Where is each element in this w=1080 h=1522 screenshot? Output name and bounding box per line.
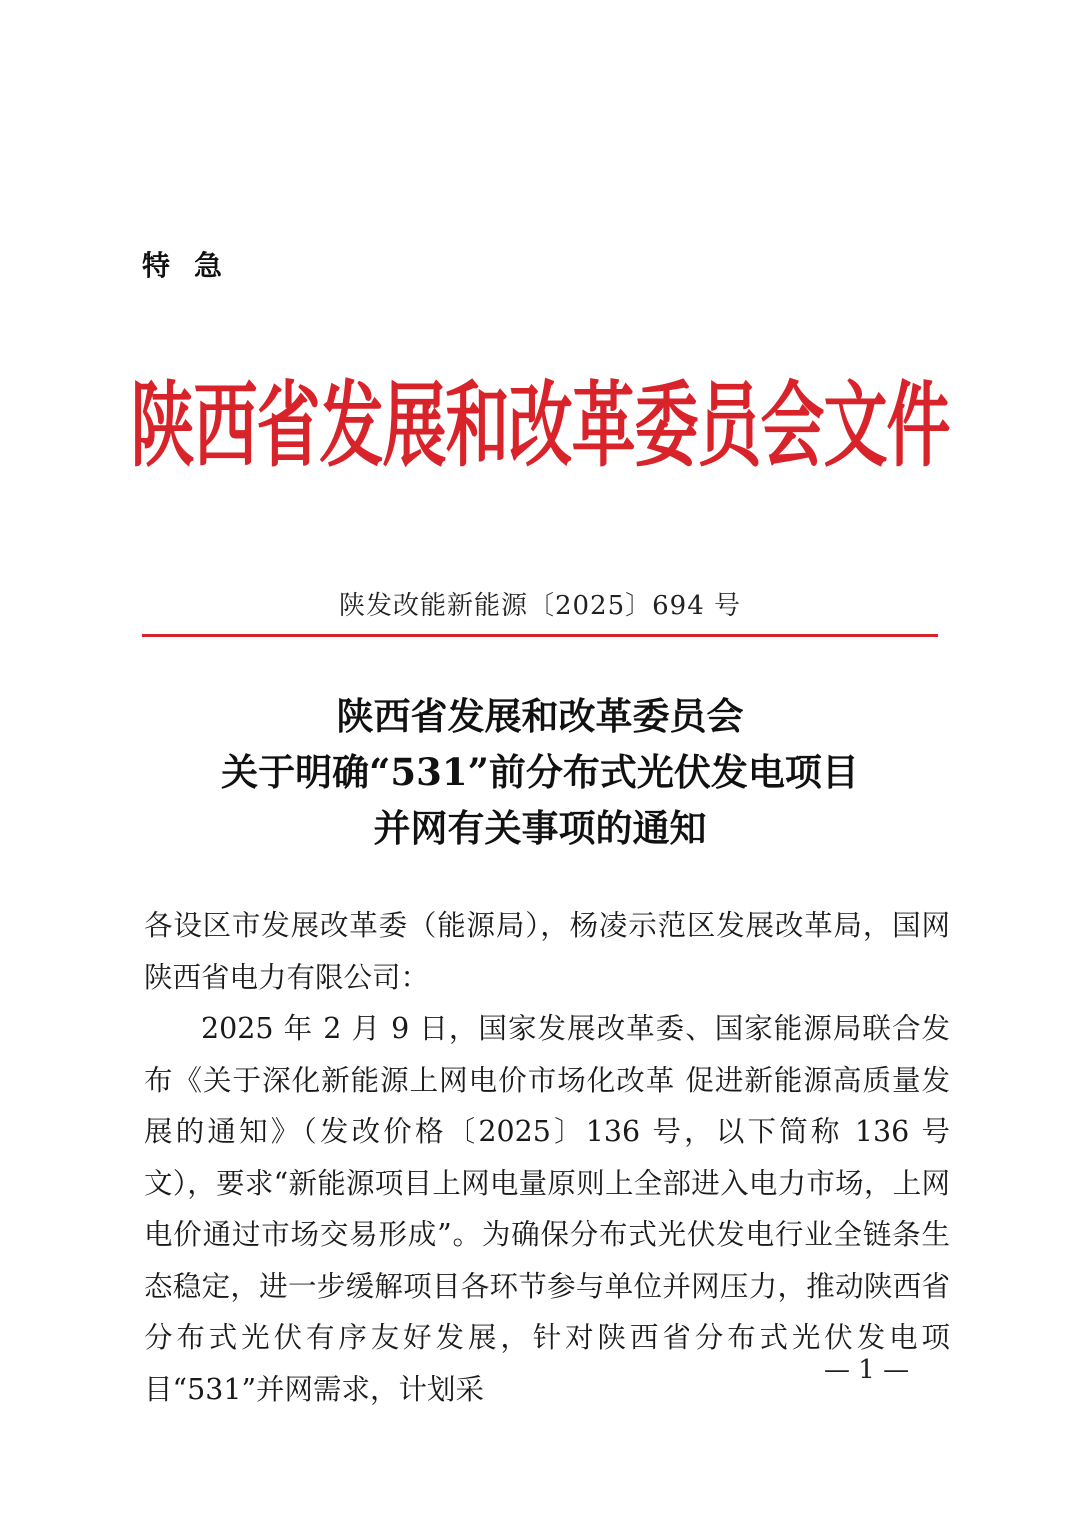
title-line-3: 并网有关事项的通知 [373,806,707,850]
document-body [144,900,950,1415]
urgency-label: 特急 [142,249,247,282]
masthead-title: 陕西省发展和改革委员会文件 [130,373,950,481]
title-line-1: 陕西省发展和改革委员会 [336,694,744,738]
red-divider-line [142,634,938,637]
title-line-2: 关于明确“531”前分布式光伏发电项目 [221,750,859,794]
masthead [130,372,950,482]
document-number: 陕发改能新能源〔2025〕694 号 [338,591,742,621]
page-number: — 1 — [824,1355,910,1385]
addressee: 各设区市发展改革委（能源局），杨凌示范区发展改革局，国网陕西省电力有限公司： [144,909,950,994]
body-paragraph: 2025 年 2 月 9 日，国家发展改革委、国家能源局联合发布《关于深化新能源上网电价市场化改革 促进新能源高质量发展的通知》（发改价格〔2025〕136 号，以下简称 136 号文），要求“新能源项目上网电量原则上全部进入电力市场，上网电价通过市场交易形成”。为确保分布式光伏发电行业全链条生态稳定，进一步缓解项目各环节参与单位并网压力，推动陕西省分布式光伏有序友好发展，针对陕西省分布式光伏发电项目“531”并网需求，计划采 [144,1012,950,1406]
document-title [0,688,1080,856]
